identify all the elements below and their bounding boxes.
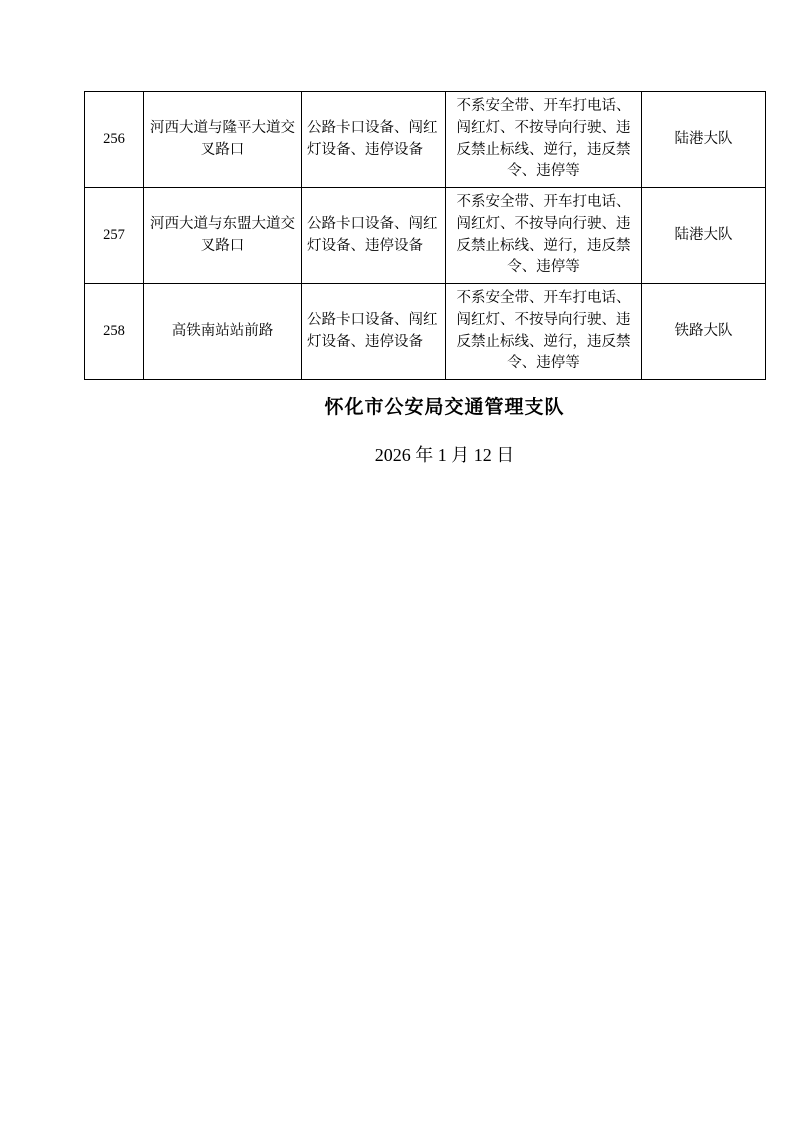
cell-location: 河西大道与隆平大道交叉路口 bbox=[144, 92, 302, 188]
cell-equipment bbox=[302, 92, 446, 188]
cell-serial-number: 256 bbox=[85, 92, 144, 188]
table-row bbox=[85, 92, 766, 188]
cell-team: 陆港大队 bbox=[642, 92, 766, 188]
cell-team: 铁路大队 bbox=[642, 284, 766, 380]
issuing-organization: 怀化市公安局交通管理支队 bbox=[324, 397, 565, 418]
enforcement-device-table bbox=[84, 91, 766, 380]
table-row bbox=[85, 284, 766, 380]
cell-violations: 不系安全带、开车打电话、闯红灯、不按导向行驶、违反禁止标线、逆行，违反禁令、违停等 bbox=[446, 284, 642, 380]
cell-equipment-text: 公路卡口设备、闯红灯设备、违停设备 bbox=[307, 119, 438, 158]
cell-team: 陆港大队 bbox=[642, 188, 766, 284]
cell-equipment-text: 公路卡口设备、闯红灯设备、违停设备 bbox=[307, 311, 438, 350]
cell-serial-number: 258 bbox=[85, 284, 144, 380]
cell-equipment bbox=[302, 284, 446, 380]
signature-block bbox=[0, 392, 793, 467]
cell-location: 高铁南站站前路 bbox=[144, 284, 302, 380]
cell-equipment bbox=[302, 188, 446, 284]
table-body bbox=[85, 92, 766, 380]
cell-violations: 不系安全带、开车打电话、闯红灯、不按导向行驶、违反禁止标线、逆行，违反禁令、违停等 bbox=[446, 92, 642, 188]
cell-location: 河西大道与东盟大道交叉路口 bbox=[144, 188, 302, 284]
enforcement-device-table-wrapper bbox=[84, 91, 733, 380]
cell-equipment-text: 公路卡口设备、闯红灯设备、违停设备 bbox=[307, 215, 438, 254]
cell-violations: 不系安全带、开车打电话、闯红灯、不按导向行驶、违反禁止标线、逆行，违反禁令、违停等 bbox=[446, 188, 642, 284]
cell-serial-number: 257 bbox=[85, 188, 144, 284]
issue-date: 2026 年 1 月 12 日 bbox=[374, 445, 515, 465]
table-row bbox=[85, 188, 766, 284]
